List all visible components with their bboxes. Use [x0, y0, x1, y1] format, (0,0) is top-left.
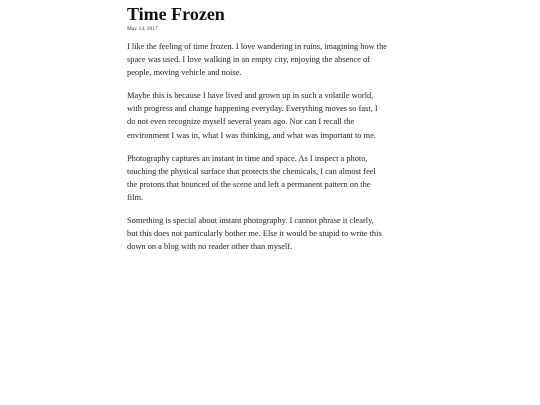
paragraph-line: Maybe this is because I have lived and grown up in such a volatile world, [127, 91, 374, 101]
paragraph-line: Something is special about instant photography. I cannot phrase it clearly, [127, 216, 374, 226]
paragraph-line: with progress and change happening everyday. Everything moves so fast, I [127, 104, 378, 114]
paragraph-line: do not even recognize myself several years ago. Nor can I recall the [127, 117, 355, 127]
paragraph-line: film. [127, 192, 144, 202]
paragraph-line: I like the feeling of time frozen. I love wandering in ruins, imagining how the [127, 42, 388, 51]
paragraph-line: space was used. I love walking in an empty city, enjoying the absence of [127, 55, 370, 65]
post-paragraph-1 [127, 40, 413, 79]
paragraph-line: environment I was in, what I was thinking, and what was important to me. [127, 130, 376, 140]
paragraph-line: the protons that bounced of the scene and left a permanent pattern on the [127, 179, 371, 189]
blog-post [127, 4, 413, 253]
paragraph-line: touching the physical surface that protects the chemicals, I can almost feel [127, 166, 376, 176]
paragraph-line: Photography captures an instant in time and space. As I inspect a photo, [127, 153, 368, 163]
post-paragraph-4 [127, 214, 413, 253]
post-date: May 14, 2017 [127, 26, 158, 32]
paragraph-line: people, moving vehicle and noise. [127, 68, 242, 78]
post-paragraph-3 [127, 152, 413, 204]
paragraph-line: but this does not particularly bother me. Else it would be stupid to write this [127, 229, 382, 239]
paragraph-line: down on a blog with no reader other than myself. [127, 242, 293, 252]
post-paragraph-2 [127, 89, 413, 141]
post-title: Time Frozen [127, 4, 225, 24]
